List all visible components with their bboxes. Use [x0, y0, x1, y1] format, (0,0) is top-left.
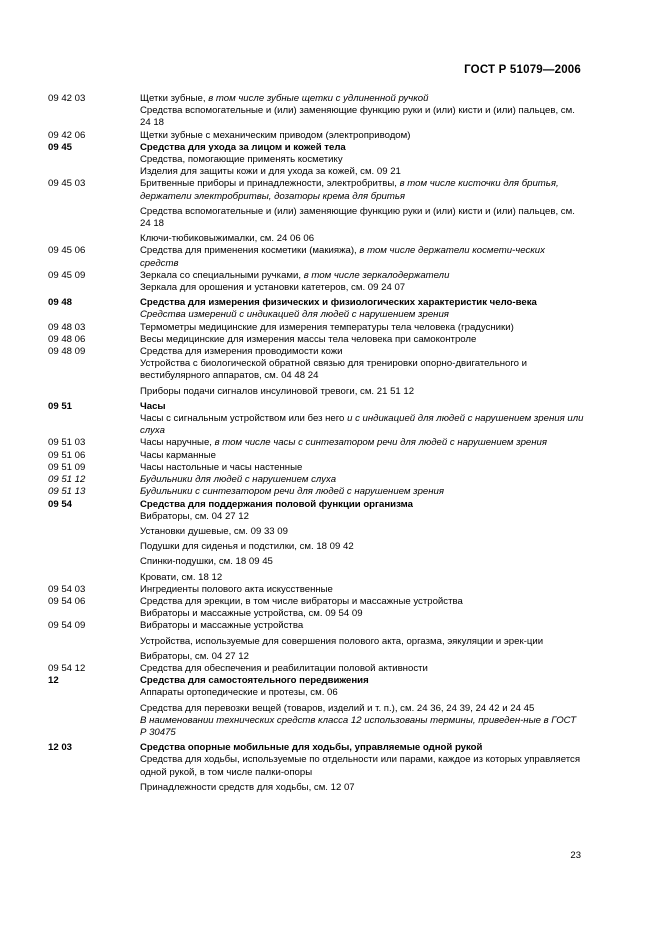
item-text-segment: Бритвенные приборы и принадлежности, электробритвы, — [140, 178, 400, 190]
list-item — [48, 450, 584, 462]
item-code — [48, 511, 140, 523]
item-text-italic: Будильники с синтезатором речи для людей с нарушением зрения — [140, 486, 444, 498]
item-text — [140, 584, 584, 596]
list-item — [48, 270, 584, 282]
item-text — [140, 437, 584, 449]
item-code — [48, 572, 140, 584]
item-code — [48, 541, 140, 553]
item-text-segment: Средства опорные мобильные для ходьбы, управляемые одной рукой — [140, 742, 483, 754]
item-text — [140, 663, 584, 675]
list-item — [48, 322, 584, 334]
item-text-segment: Кровати, см. 18 12 — [140, 571, 223, 583]
list-item — [48, 386, 584, 398]
item-code: 09 48 03 — [48, 321, 86, 333]
item-code — [48, 282, 140, 294]
item-text-segment: Средства для измерения проводимости кожи — [140, 346, 343, 358]
list-item — [48, 413, 584, 437]
item-text — [140, 675, 584, 687]
classification-list — [48, 93, 584, 794]
item-text — [140, 178, 584, 202]
item-text-segment: Вибраторы и массажные устройства, см. 09 54 09 — [140, 608, 363, 620]
item-text — [140, 413, 584, 437]
item-text — [140, 742, 584, 754]
item-text-italic: В наименовании технических средств класса 12 использованы термины, приведен-ные в ГОСТ Р 30475 — [140, 714, 577, 738]
list-item — [48, 346, 584, 358]
item-text — [140, 511, 584, 523]
item-text — [140, 309, 584, 321]
list-item — [48, 105, 584, 129]
item-text-segment: Средства вспомогательные и (или) заменяющие функцию руки и (или) кисти и (или) пальцев, см. 24 18 — [140, 205, 575, 230]
item-text-segment: Изделия для защиты кожи и для ухода за кожей, см. 09 21 — [140, 166, 401, 178]
item-text-italic: и с индикацией для людей с нарушением зрения или слуха — [140, 413, 584, 437]
item-text-segment: Вибраторы, см. 04 27 12 — [140, 510, 249, 522]
item-code — [48, 754, 140, 778]
item-code — [48, 309, 140, 321]
document-header: ГОСТ Р 51079—2006 — [464, 64, 581, 76]
list-item — [48, 358, 584, 382]
item-code: 09 48 06 — [48, 333, 86, 345]
list-item — [48, 93, 584, 105]
section-heading-row — [48, 675, 584, 687]
item-text-segment: Часы настольные и часы настенные — [140, 461, 303, 473]
section-heading-row — [48, 297, 584, 309]
list-item — [48, 703, 584, 715]
item-code: 09 51 03 — [48, 437, 86, 449]
item-code: 09 48 — [48, 297, 73, 309]
item-text — [140, 486, 584, 498]
item-text — [140, 499, 584, 511]
item-text-italic: в том числе зубные щетки с удлиненной ручкой — [208, 93, 429, 104]
item-code: 12 — [48, 675, 59, 687]
item-text — [140, 334, 584, 346]
item-text — [140, 462, 584, 474]
list-item — [48, 154, 584, 166]
item-text — [140, 620, 584, 632]
item-text-segment: Подушки для сиденья и подстилки, см. 18 09 42 — [140, 541, 354, 553]
item-code: 09 54 — [48, 498, 73, 510]
item-code: 09 54 06 — [48, 595, 86, 607]
item-text — [140, 715, 584, 739]
item-text-segment: Зеркала со специальными ручками, — [140, 269, 304, 281]
list-item — [48, 715, 584, 739]
item-text — [140, 282, 584, 294]
item-text-segment: Установки душевые, см. 09 33 09 — [140, 525, 288, 537]
list-item — [48, 437, 584, 449]
item-text — [140, 154, 584, 166]
item-code — [48, 386, 140, 398]
list-item — [48, 245, 584, 269]
item-code: 09 51 12 — [48, 474, 86, 486]
list-item — [48, 462, 584, 474]
list-item — [48, 334, 584, 346]
item-code: 09 42 03 — [48, 93, 86, 104]
item-text-segment: Часы наручные, — [140, 437, 215, 449]
item-code — [48, 105, 140, 129]
item-text-segment: Ингредиенты полового акта искусственные — [140, 583, 333, 595]
item-code: 09 51 — [48, 400, 73, 412]
item-code — [48, 358, 140, 382]
item-code — [48, 782, 140, 794]
list-item — [48, 206, 584, 230]
item-code: 12 03 — [48, 742, 73, 754]
item-code — [48, 651, 140, 663]
item-text — [140, 687, 584, 699]
list-item — [48, 526, 584, 538]
list-item — [48, 309, 584, 321]
item-text-italic: Средства измерений с индикацией для людей с нарушением зрения — [140, 309, 449, 321]
item-text-segment: Аппараты ортопедические и протезы, см. 06 — [140, 687, 338, 699]
item-code: 09 51 13 — [48, 486, 86, 498]
list-item — [48, 782, 584, 794]
item-text-segment: Часы карманные — [140, 449, 216, 461]
item-code: 09 51 06 — [48, 449, 86, 461]
item-code: 09 42 06 — [48, 129, 86, 141]
item-text-segment: Ключи-тюбиковыжималки, см. 24 06 06 — [140, 233, 315, 245]
item-text — [140, 754, 584, 778]
item-code: 09 54 03 — [48, 583, 86, 595]
item-text-segment: Средства для ходьбы, используемые по отдельности или парами, каждое из которых управляется одной рукой, в том числе палки-опоры — [140, 754, 581, 778]
item-text-segment: Средства для измерения физических и физиологических характеристик чело-века — [140, 297, 537, 309]
list-item — [48, 651, 584, 663]
item-text — [140, 346, 584, 358]
item-text — [140, 596, 584, 608]
item-code — [48, 526, 140, 538]
item-text — [140, 130, 584, 142]
item-code — [48, 413, 140, 437]
item-text-segment: Средства для обеспечения и реабилитации половой активности — [140, 662, 428, 674]
item-code: 09 45 03 — [48, 178, 86, 190]
item-text-segment: Приборы подачи сигналов инсулиновой тревоги, см. 21 51 12 — [140, 385, 415, 397]
section-heading-row — [48, 742, 584, 754]
item-text — [140, 358, 584, 382]
list-item — [48, 233, 584, 245]
item-text-italic: в том числе кисточки для бритья, держатели электробритвы, дозаторы крема для бритья — [140, 178, 559, 202]
item-text — [140, 297, 584, 309]
list-item — [48, 130, 584, 142]
list-item — [48, 596, 584, 608]
item-text-segment: Средства для применения косметики (макияжа), — [140, 245, 360, 257]
item-text — [140, 270, 584, 282]
item-text — [140, 703, 584, 715]
item-code: 09 48 09 — [48, 346, 86, 358]
item-code — [48, 608, 140, 620]
item-text — [140, 572, 584, 584]
item-code: 09 45 — [48, 141, 73, 153]
item-text-segment: Средства для ухода за лицом и кожей тела — [140, 141, 346, 153]
item-text-italic: в том числе часы с синтезатором речи для людей с нарушением зрения — [214, 437, 548, 449]
item-text-segment: Весы медицинские для измерения массы тела человека при самоконтроле — [140, 333, 477, 345]
list-item — [48, 178, 584, 202]
section-heading-row — [48, 142, 584, 154]
item-text-segment: Часы с сигнальным устройством или без него — [140, 413, 348, 425]
list-item — [48, 541, 584, 553]
item-code: 09 54 12 — [48, 662, 86, 674]
item-text-italic: в том числе держатели космети-ческих средств — [140, 245, 545, 269]
item-text-segment: Щетки зубные с механическим приводом (электроприводом) — [140, 129, 411, 141]
item-text — [140, 450, 584, 462]
item-code — [48, 715, 140, 739]
item-code — [48, 687, 140, 699]
list-item — [48, 687, 584, 699]
item-text — [140, 93, 584, 105]
item-code — [48, 703, 140, 715]
item-code — [48, 556, 140, 568]
item-text — [140, 233, 584, 245]
item-text — [140, 526, 584, 538]
item-text — [140, 782, 584, 794]
item-text-segment: Средства для эрекции, в том числе вибраторы и массажные устройства — [140, 595, 463, 607]
list-item — [48, 572, 584, 584]
item-text — [140, 541, 584, 553]
item-text — [140, 206, 584, 230]
list-item — [48, 474, 584, 486]
item-text — [140, 474, 584, 486]
list-item — [48, 636, 584, 648]
item-code — [48, 154, 140, 166]
item-text-segment: Средства, помогающие применять косметику — [140, 154, 343, 166]
list-item — [48, 511, 584, 523]
item-code — [48, 636, 140, 648]
section-heading-row — [48, 401, 584, 413]
list-item — [48, 608, 584, 620]
item-text-italic: Будильники для людей с нарушением слуха — [140, 474, 337, 486]
list-item — [48, 166, 584, 178]
item-text-segment: Устройства с биологической обратной связью для тренировки опорно-двигательного и вестибулярного аппаратов, см. 04 48 24 — [140, 358, 528, 382]
item-text — [140, 322, 584, 334]
item-text — [140, 105, 584, 129]
list-item — [48, 584, 584, 596]
item-text-segment: Средства для перевозки вещей (товаров, изделий и т. п.), см. 24 36, 24 39, 24 42 и 24 45 — [140, 702, 535, 714]
item-text-segment: Устройства, используемые для совершения полового акта, оргазма, эякуляции и эрек-ции — [140, 635, 544, 647]
item-text-segment: Вибраторы и массажные устройства — [140, 620, 304, 632]
item-code — [48, 233, 140, 245]
item-text-segment: Щетки зубные, — [140, 93, 209, 104]
item-text-segment: Зеркала для орошения и установки катетеров, см. 09 24 07 — [140, 282, 406, 294]
item-text-segment: Спинки-подушки, см. 18 09 45 — [140, 556, 273, 568]
list-item — [48, 486, 584, 498]
item-text — [140, 166, 584, 178]
item-text — [140, 651, 584, 663]
item-text — [140, 608, 584, 620]
item-code: 09 45 09 — [48, 269, 86, 281]
item-text — [140, 401, 584, 413]
item-text-italic: в том числе зеркалодержатели — [303, 269, 450, 281]
list-item — [48, 754, 584, 778]
item-text — [140, 245, 584, 269]
item-text — [140, 636, 584, 648]
list-item — [48, 620, 584, 632]
section-heading-row — [48, 499, 584, 511]
item-text-segment: Принадлежности средств для ходьбы, см. 12 07 — [140, 781, 355, 793]
item-text — [140, 556, 584, 568]
item-text — [140, 142, 584, 154]
list-item — [48, 556, 584, 568]
item-code: 09 51 09 — [48, 461, 86, 473]
item-text-segment: Термометры медицинские для измерения температуры тела человека (градусники) — [140, 321, 514, 333]
item-code: 09 45 06 — [48, 245, 86, 257]
list-item — [48, 282, 584, 294]
page-number: 23 — [570, 850, 581, 861]
item-text-segment: Часы — [140, 400, 166, 412]
item-text-segment: Средства для самостоятельного передвижения — [140, 675, 369, 687]
item-text-segment: Средства для поддержания половой функции организма — [140, 498, 413, 510]
item-code: 09 54 09 — [48, 620, 86, 632]
item-text — [140, 386, 584, 398]
item-text-segment: Средства вспомогательные и (или) заменяющие функцию руки и (или) кисти и (или) пальцев, см. 24 18 — [140, 105, 575, 129]
list-item — [48, 663, 584, 675]
item-code — [48, 166, 140, 178]
item-text-segment: Вибраторы, см. 04 27 12 — [140, 650, 249, 662]
item-code — [48, 206, 140, 230]
